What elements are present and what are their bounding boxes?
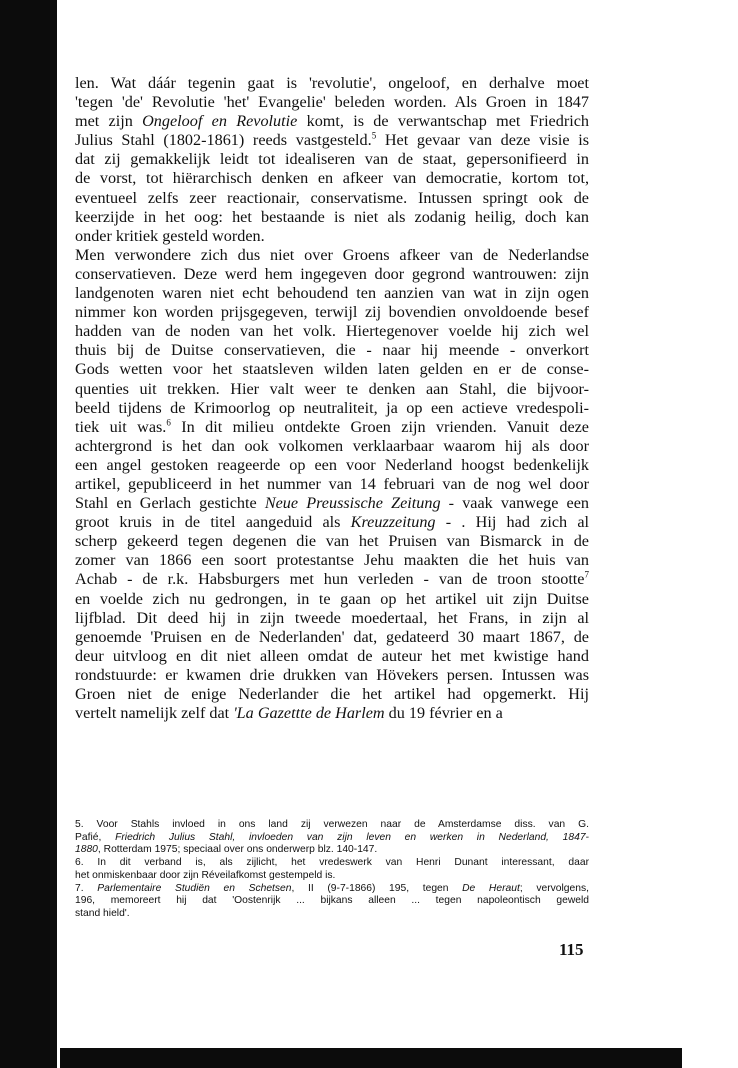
body-line: artikel, gepubliceerd in het nummer van 14 februari van de nog wel door	[75, 474, 589, 493]
scan-margin-right	[682, 0, 738, 1068]
body-line: scherp gekeerd tegen degenen die van het Pruisen van Bismarck in de	[75, 532, 589, 551]
footnote-line: 1880, Rotterdam 1975; speciaal over ons onderwerp blz. 140-147.	[75, 844, 378, 856]
scan-border-left	[0, 0, 57, 1068]
body-line: keerzijde in het oog: het bestaande is niet als zodanig heilig, doch kan	[75, 207, 589, 226]
body-line: groot kruis in de titel aangeduid als Kreuzzeitung - . Hij had zich al	[75, 513, 590, 532]
body-line: landgenoten waren niet echt behoudend ten aanzien van wat in zijn ogen	[75, 284, 589, 303]
page-number: 115	[559, 940, 584, 959]
body-line: hadden van de noden van het volk. Hiertegenover voelde hij zich wel	[75, 322, 589, 341]
italic-text: Neue Preussische Zeitung	[264, 494, 441, 513]
body-text	[75, 74, 589, 723]
body-line: thuis bij de Duitse conservatieven, die - naar hij meende - onverkort	[75, 341, 589, 360]
italic-text: 1880	[75, 844, 98, 856]
footnote-ref: 7	[584, 570, 589, 581]
body-line: 'tegen 'de' Revolutie 'het' Evangelie' beleden worden. Als Groen in 1847	[75, 93, 589, 112]
body-line: Gods wetten voor het staatsleven wilden laten gelden en er de conse-	[75, 360, 589, 379]
footnotes	[75, 819, 589, 921]
scan-border-bottom	[60, 1048, 682, 1068]
footnote-line: 6. In dit verband is, als zijlicht, het vredeswerk van Henri Dunant interessant, daar	[75, 857, 589, 869]
footnote-ref: 5	[371, 130, 377, 141]
italic-text: 'La Gazettte de Harlem	[233, 704, 385, 723]
footnote-ref: 6	[166, 417, 171, 428]
body-line: Stahl en Gerlach gestichte Neue Preussische Zeitung - vaak vanwege een	[75, 494, 589, 513]
footnote-line: Pafié, Friedrich Julius Stahl, invloeden van zijn leven en werken in Nederland, 1847-	[75, 831, 589, 843]
body-line: en voelde zich nu gedrongen, in te gaan op het artikel uit zijn Duitse	[75, 589, 589, 608]
body-line: Groen niet de enige Nederlander die het artikel had opgemerkt. Hij	[75, 685, 589, 703]
body-line: tiek uit was.$^6$ In dit milieu ontdekte Groen zijn vrienden. Vanuit deze	[75, 417, 589, 436]
body-line: rondstuurde: er kwamen drie drukken van Hövekers persen. Intussen was	[75, 665, 589, 684]
body-line: een angel gestoken reageerde op een voor Nederland hoogst bedenkelijk	[75, 455, 589, 474]
footnote-line: het onmiskenbaar door zijn Réveilafkomst gestempeld is.	[75, 869, 336, 881]
italic-text: Friedrich Julius Stahl, invloeden van zijn leven en werken in Nederland, 1847-	[115, 831, 589, 843]
italic-text: Ongeloof en Revolutie	[142, 112, 298, 131]
body-line: dat zij gemakkelijk leidt tot idealiseren van de staat, gepersonifieerd in	[75, 150, 589, 169]
italic-text: Kreuzzeitung	[350, 513, 436, 532]
body-line: nimmer kon worden prijsgegeven, terwijl zij bovendien onvoldoende besef	[75, 303, 589, 322]
body-line: Julius Stahl (1802-1861) reeds vastgesteld.$^5$ Het gevaar van deze visie is	[75, 130, 589, 150]
body-line: genoemde 'Pruisen en de Nederlanden' dat, gedateerd 30 maart 1867, de	[75, 627, 589, 646]
italic-text: Parlementaire Studiën en Schetsen	[97, 882, 292, 894]
body-line: achtergrond is het dan ook volkomen verklaarbaar waarom hij als door	[75, 436, 589, 455]
body-line: zomer van 1866 een soort protestantse Jehu maakten die het huis van	[75, 551, 589, 570]
body-line: eventueel zelfs zeer reactionair, conservatisme. Intussen springt ook de	[75, 188, 589, 207]
body-line: Men verwondere zich dus niet over Groens afkeer van de Nederlandse	[75, 245, 589, 264]
body-line: lijfblad. Dit deed hij in zijn tweede moedertaal, het Frans, in zijn al	[75, 608, 589, 627]
body-line: Achab - de r.k. Habsburgers met hun verleden - van de troon stootte$^7$	[75, 570, 589, 589]
body-line: onder kritiek gesteld worden.	[75, 226, 265, 245]
body-line: conservatieven. Deze werd hem ingegeven door gegrond wantrouwen: zijn	[75, 264, 589, 283]
body-line: deur uitvloog en dit niet alleen omdat de auteur het met kwistige hand	[75, 646, 589, 665]
italic-text: De Heraut	[462, 882, 520, 894]
body-line: beeld tijdens de Krimoorlog op neutraliteit, ja op een actieve vredespoli-	[75, 398, 589, 417]
footnote-line: 5. Voor Stahls invloed in ons land zij verwezen naar de Amsterdamse diss. van G.	[75, 819, 589, 830]
footnote-line: 196, memoreert hij dat 'Oostenrijk ... bijkans alleen ... tegen napoleontisch geweld	[75, 895, 589, 907]
body-line: quenties uit trekken. Hier valt weer te denken aan Stahl, die bijvoor-	[75, 379, 589, 398]
body-line: len. Wat dáár tegenin gaat is 'revolutie', ongeloof, en derhalve moet	[75, 74, 589, 92]
body-line: met zijn Ongeloof en Revolutie komt, is de verwantschap met Friedrich	[75, 112, 590, 131]
body-line: de vorst, tot hiërarchisch denken en afkeer van democratie, kortom tot,	[75, 169, 589, 188]
footnote-line: stand hield'.	[75, 907, 130, 919]
body-line: vertelt namelijk zelf dat 'La Gazettte de Harlem du 19 février en a	[75, 704, 503, 723]
footnote-line: 7. Parlementaire Studiën en Schetsen, II (9-7-1866) 195, tegen De Heraut; vervolgens,	[75, 882, 589, 894]
